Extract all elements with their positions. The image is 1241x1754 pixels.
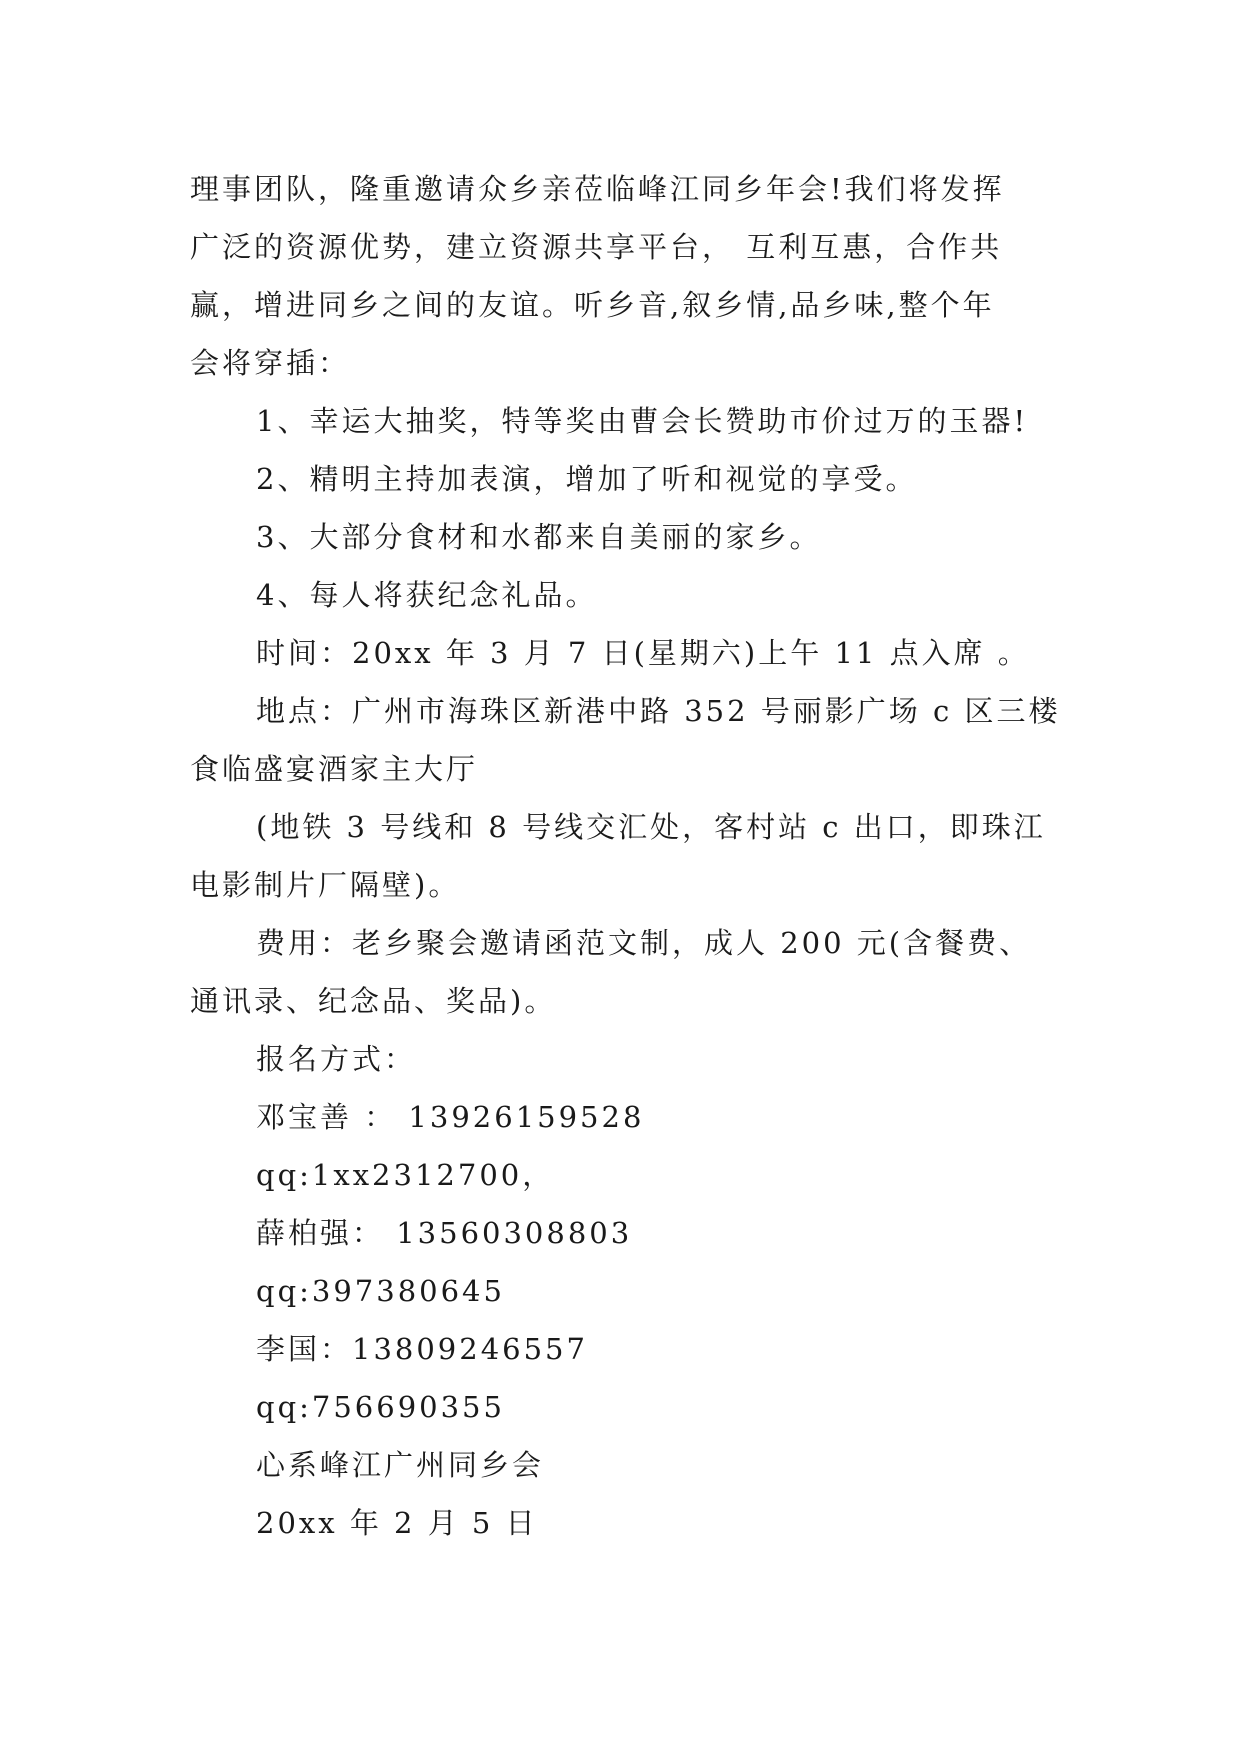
text-line: 广泛的资源优势，建立资源共享平台， 互利互惠，合作共 [190, 230, 1003, 264]
text-line: 理事团队，隆重邀请众乡亲莅临峰江同乡年会!我们将发挥 [190, 172, 1005, 206]
text-line: 费用：老乡聚会邀请函范文制，成人 200 元(含餐费、 [256, 926, 1032, 960]
text-line: 赢，增进同乡之间的友谊。听乡音,叙乡情,品乡味,整个年 [190, 288, 995, 322]
text-line: (地铁 3 号线和 8 号线交汇处，客村站 c 出口，即珠江 [256, 810, 1046, 844]
text-line: 薛柏强： 13560308803 [256, 1216, 633, 1250]
text-line: 4、每人将获纪念礼品。 [256, 578, 598, 612]
text-line: 李国：13809246557 [256, 1332, 588, 1366]
text-line: 心系峰江广州同乡会 [256, 1448, 545, 1482]
text-line: 1、幸运大抽奖，特等奖由曹会长赞助市价过万的玉器! [256, 404, 1029, 438]
text-line: 通讯录、纪念品、奖品)。 [190, 984, 557, 1018]
text-line: 地点：广州市海珠区新港中路 352 号丽影广场 c 区三楼 [256, 694, 1061, 728]
text-line: 电影制片厂隔壁)。 [190, 868, 461, 902]
document-body [190, 160, 1070, 1552]
text-line: 报名方式： [256, 1042, 417, 1076]
text-line: 会将穿插： [190, 346, 351, 380]
text-line: 3、大部分食材和水都来自美丽的家乡。 [256, 520, 822, 554]
text-line: 20xx 年 2 月 5 日 [256, 1506, 538, 1540]
text-line: 2、精明主持加表演，增加了听和视觉的享受。 [256, 462, 918, 496]
text-line: qq:397380645 [256, 1274, 505, 1308]
text-line: qq:756690355 [256, 1390, 505, 1424]
text-line: qq:1xx2312700， [256, 1158, 555, 1192]
text-line: 食临盛宴酒家主大厅 [190, 752, 479, 786]
text-line: 邓宝善 ： 13926159528 [256, 1100, 645, 1134]
text-line: 时间：20xx 年 3 月 7 日(星期六)上午 11 点入席 。 [256, 636, 1030, 670]
